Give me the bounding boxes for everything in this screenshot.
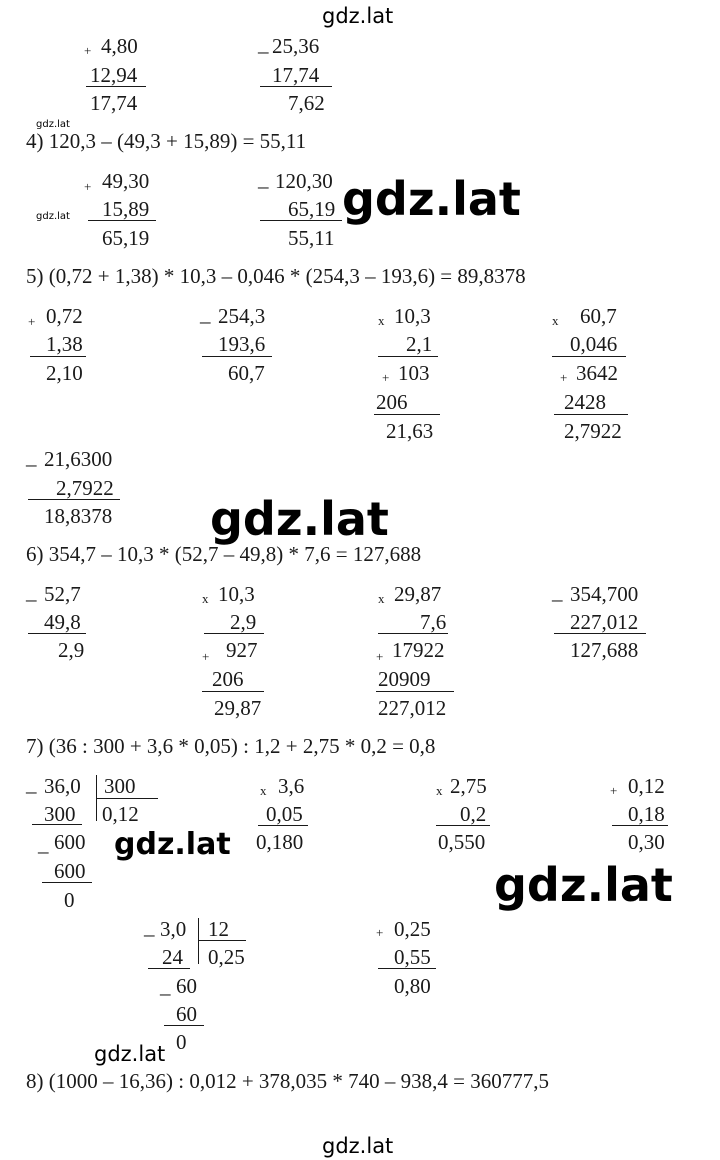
operand-2: 65,19 [288,197,336,221]
quotient: 0,25 [208,945,245,969]
times-sign: x [378,591,385,606]
result: 2,10 [46,361,83,385]
operand-2: 7,6 [420,610,447,634]
result: 0,30 [628,830,665,854]
dividend: 3,0 [160,917,187,941]
result-line [28,499,120,500]
operand-2: 17,74 [272,63,320,87]
result-line [202,691,264,692]
operand-1: 0,12 [628,774,665,798]
result-line [612,825,668,826]
times-sign: x [436,783,443,798]
line-2 [42,882,92,883]
quotient-line [198,940,246,941]
partial-product-1: 927 [226,638,258,662]
minus-sign-2: _ [38,832,49,856]
result: 227,012 [378,696,447,720]
result-line [374,414,440,415]
result: 17,74 [90,91,138,115]
operand-1: 10,3 [394,304,431,328]
plus-sign: + [84,43,92,58]
operand-1: 0,72 [46,304,83,328]
line-1 [148,968,190,969]
plus-sign: + [28,314,36,329]
result: 0,180 [256,830,304,854]
times-sign: x [202,591,209,606]
division-bar [198,918,199,964]
plus-sign: + [376,649,384,664]
operand-1: 60,7 [580,304,617,328]
plus-sign: + [560,370,568,385]
line-2 [164,1025,204,1026]
result-line [378,968,436,969]
product-line [552,356,626,357]
operand-2: 1,38 [46,332,83,356]
divisor: 12 [208,917,229,941]
result-line [28,633,86,634]
product-line [204,633,264,634]
watermark-large-1: gdz.lat [342,172,521,226]
result-line [30,356,86,357]
operand-2: 0,18 [628,802,665,826]
operand-2: 193,6 [218,332,266,356]
times-sign: x [260,783,267,798]
operand-2: 0,2 [460,802,487,826]
result-line [376,691,454,692]
minus-sign-2: _ [160,974,171,998]
partial-product-1: 17922 [392,638,445,662]
plus-sign: + [376,925,384,940]
subtrahend-2: 600 [54,859,86,883]
operand-2: 2,9 [230,610,257,634]
step4-title: 4) 120,3 – (49,3 + 15,89) = 55,11 [26,129,307,153]
operand-1: 4,80 [101,34,138,58]
result-line [260,86,332,87]
result: 2,7922 [564,419,622,443]
quotient: 0,12 [102,802,139,826]
watermark-small: gdz.lat [94,1042,166,1066]
subtrahend-2: 60 [176,1002,197,1026]
watermark-top: gdz.lat [322,4,394,28]
minus-sign: _ [200,302,211,326]
result: 127,688 [570,638,639,662]
product-line [378,633,448,634]
remainder-1: 60 [176,974,197,998]
result: 21,63 [386,419,434,443]
remainder-2: 0 [176,1030,187,1054]
operand-1: 49,30 [102,169,150,193]
partial-product-1: 3642 [576,361,618,385]
plus-sign: + [610,783,618,798]
step8-title: 8) (1000 – 16,36) : 0,012 + 378,035 * 740 – 938,4 = 360777,5 [26,1069,550,1093]
operand-1: 2,75 [450,774,487,798]
partial-product-1: 103 [398,361,430,385]
times-sign: x [552,313,559,328]
line-1 [32,824,82,825]
result-line [258,825,308,826]
minus-sign: _ [26,772,37,796]
operand-1: 3,6 [278,774,305,798]
minus-sign: _ [26,580,37,604]
operand-2: 2,7922 [56,476,114,500]
operand-2: 49,8 [44,610,81,634]
operand-2: 227,012 [570,610,639,634]
operand-1: 29,87 [394,582,442,606]
operand-1: 52,7 [44,582,81,606]
result-line [260,220,342,221]
step7-title: 7) (36 : 300 + 3,6 * 0,05) : 1,2 + 2,75 * 0,2 = 0,8 [26,734,436,758]
watermark-large-3: gdz.lat [494,858,673,912]
subtrahend-1: 24 [162,945,183,969]
step6-title: 6) 354,7 – 10,3 * (52,7 – 49,8) * 7,6 = 127,688 [26,542,422,566]
remainder-2: 0 [64,888,75,912]
result-line [554,414,628,415]
result: 18,8378 [44,504,113,528]
quotient-line [96,798,158,799]
result: 65,19 [102,226,150,250]
result: 55,11 [288,226,335,250]
result: 60,7 [228,361,265,385]
result: 29,87 [214,696,262,720]
result: 0,80 [394,974,431,998]
result: 7,62 [288,91,325,115]
partial-product-2: 20909 [378,667,431,691]
result-line [436,825,490,826]
operand-2: 12,94 [90,63,138,87]
minus-sign: _ [144,915,155,939]
operand-1: 254,3 [218,304,266,328]
result-line [554,633,646,634]
plus-sign: + [202,649,210,664]
result: 2,9 [58,638,85,662]
result-line [86,86,146,87]
remainder-1: 600 [54,830,86,854]
operand-2: 2,1 [406,332,433,356]
minus-sign: _ [258,167,269,191]
operand-2: 15,89 [102,197,150,221]
product-line [378,356,438,357]
partial-product-2: 206 [376,390,408,414]
subtrahend-1: 300 [44,802,76,826]
operand-2: 0,55 [394,945,431,969]
operand-1: 21,6300 [44,447,113,471]
watermark-large-2: gdz.lat [210,492,389,546]
watermark-tiny-2: gdz.lat [36,211,70,222]
result-line [88,220,156,221]
operand-1: 0,25 [394,917,431,941]
step5-title: 5) (0,72 + 1,38) * 10,3 – 0,046 * (254,3 – 193,6) = 89,8378 [26,264,526,288]
watermark-bottom: gdz.lat [322,1134,394,1158]
plus-sign: + [382,370,390,385]
minus-sign: _ [552,580,563,604]
minus-sign: _ [26,445,37,469]
operand-2: 0,05 [266,802,303,826]
operand-1: 25,36 [272,34,320,58]
watermark-tiny-1: gdz.lat [36,119,70,130]
operand-2: 0,046 [570,332,618,356]
divisor: 300 [104,774,136,798]
result: 0,550 [438,830,486,854]
plus-sign: + [84,179,92,194]
watermark-medium: gdz.lat [114,827,231,862]
partial-product-2: 2428 [564,390,606,414]
minus-sign: _ [258,32,269,56]
operand-1: 354,700 [570,582,639,606]
operand-1: 120,30 [275,169,333,193]
times-sign: x [378,313,385,328]
partial-product-2: 206 [212,667,244,691]
result-line [202,356,272,357]
dividend: 36,0 [44,774,81,798]
operand-1: 10,3 [218,582,255,606]
